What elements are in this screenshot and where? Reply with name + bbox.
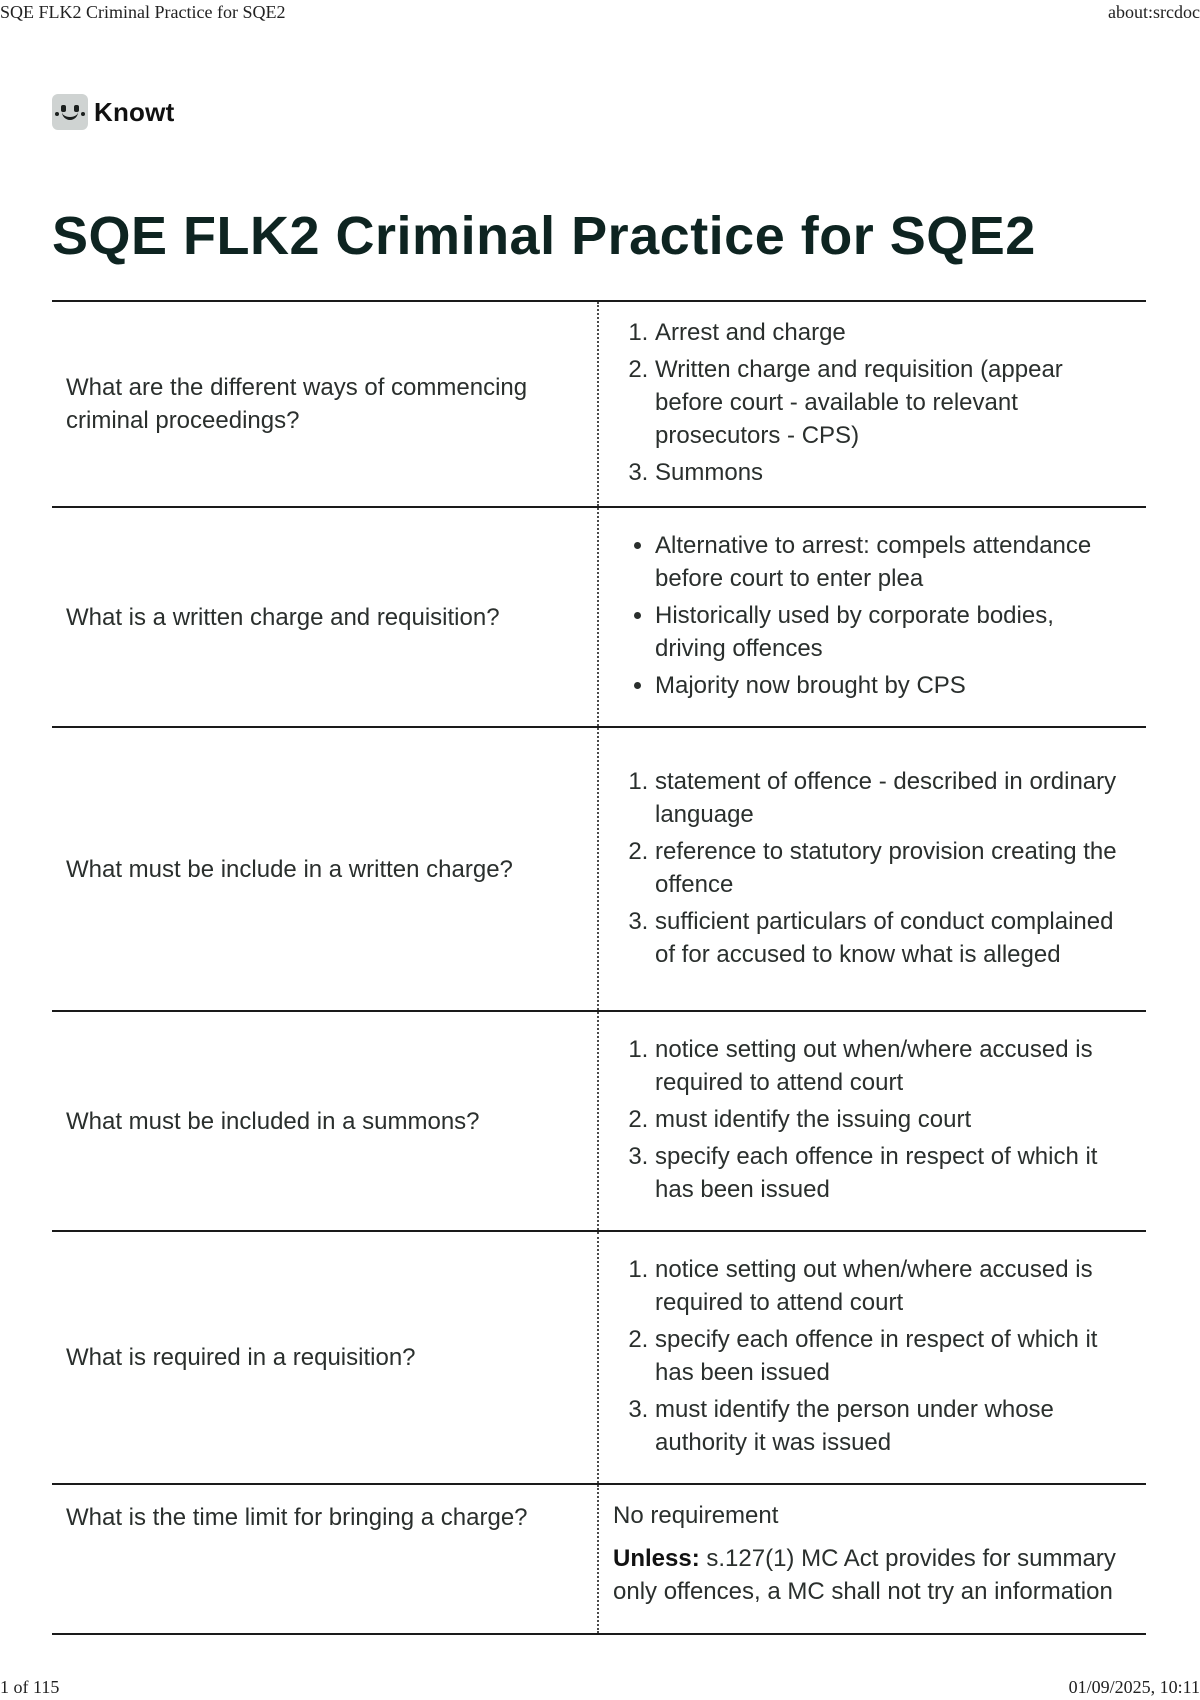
flashcard-table xyxy=(52,300,1146,1635)
smiley-face-logo-icon xyxy=(52,94,88,130)
answer-item: 3. specify each offence in respect of which it has been issued xyxy=(655,1140,1126,1206)
brand[interactable] xyxy=(52,94,174,130)
print-header-title: SQE FLK2 Criminal Practice for SQE2 xyxy=(0,2,286,22)
answer-item: 1. statement of offence - described in ordinary language xyxy=(655,765,1126,831)
print-header xyxy=(0,2,1200,24)
flashcard-question: What must be included in a summons? xyxy=(52,1012,599,1230)
flashcard-answer xyxy=(599,728,1146,1010)
flashcard-question: What are the different ways of commencing criminal proceedings? xyxy=(52,302,599,506)
flashcard-row xyxy=(52,728,1146,1012)
flashcard-question: What must be include in a written charge? xyxy=(52,728,599,1010)
answer-item: 3. Summons xyxy=(655,456,1126,489)
answer-item: 1. notice setting out when/where accused is required to attend court xyxy=(655,1033,1126,1099)
print-footer xyxy=(0,1676,1200,1698)
answer-list xyxy=(613,526,1126,706)
answer-item: • Historically used by corporate bodies, driving offences xyxy=(655,599,1126,665)
flashcard-question: What is the time limit for bringing a charge? xyxy=(52,1485,599,1633)
flashcard-row xyxy=(52,1485,1146,1635)
answer-item: • Majority now brought by CPS xyxy=(655,669,1126,702)
flashcard-answer xyxy=(599,1485,1146,1633)
answer-item: 3. sufficient particulars of conduct complained of for accused to know what is alleged xyxy=(655,905,1126,971)
flashcard-answer xyxy=(599,302,1146,506)
flashcard-row xyxy=(52,302,1146,508)
answer-item: 2. Written charge and requisition (appear before court - available to relevant prosecutors - CPS) xyxy=(655,353,1126,452)
flashcard-row xyxy=(52,508,1146,728)
answer-item: 1. notice setting out when/where accused is required to attend court xyxy=(655,1253,1126,1319)
brand-name: Knowt xyxy=(94,96,175,127)
flashcard-question: What is required in a requisition? xyxy=(52,1232,599,1483)
answer-item: 2. reference to statutory provision creating the offence xyxy=(655,835,1126,901)
answer-item: 1. Arrest and charge xyxy=(655,316,1126,349)
flashcard-answer xyxy=(599,1012,1146,1230)
answer-list xyxy=(613,313,1126,493)
answer-item: 3. must identify the person under whose authority it was issued xyxy=(655,1393,1126,1459)
answer-item: 2. specify each offence in respect of which it has been issued xyxy=(655,1323,1126,1389)
flashcard-question: What is a written charge and requisition? xyxy=(52,508,599,726)
answer-list xyxy=(613,1030,1126,1210)
answer-list xyxy=(613,1250,1126,1463)
page-indicator: 1 of 115 xyxy=(0,1677,60,1697)
answer-item: • Alternative to arrest: compels attendance before court to enter plea xyxy=(655,529,1126,595)
answer-item: 2. must identify the issuing court xyxy=(655,1103,1126,1136)
flashcard-row xyxy=(52,1012,1146,1232)
answer-list xyxy=(613,762,1126,975)
answer-paragraph xyxy=(613,1542,1126,1608)
answer-continuation: s.127(1) MC Act provides for summary only offences, a MC shall not try an information xyxy=(613,1545,1116,1605)
flashcard-row xyxy=(52,1232,1146,1485)
flashcard-answer xyxy=(599,1232,1146,1483)
print-header-url: about:srcdoc xyxy=(1108,2,1200,22)
print-timestamp: 01/09/2025, 10:11 xyxy=(1068,1677,1200,1697)
flashcard-answer xyxy=(599,508,1146,726)
answer-text: No requirement xyxy=(613,1502,779,1529)
page-title: SQE FLK2 Criminal Practice for SQE2 xyxy=(52,206,1036,266)
answer-bold-label: Unless: xyxy=(613,1545,700,1572)
